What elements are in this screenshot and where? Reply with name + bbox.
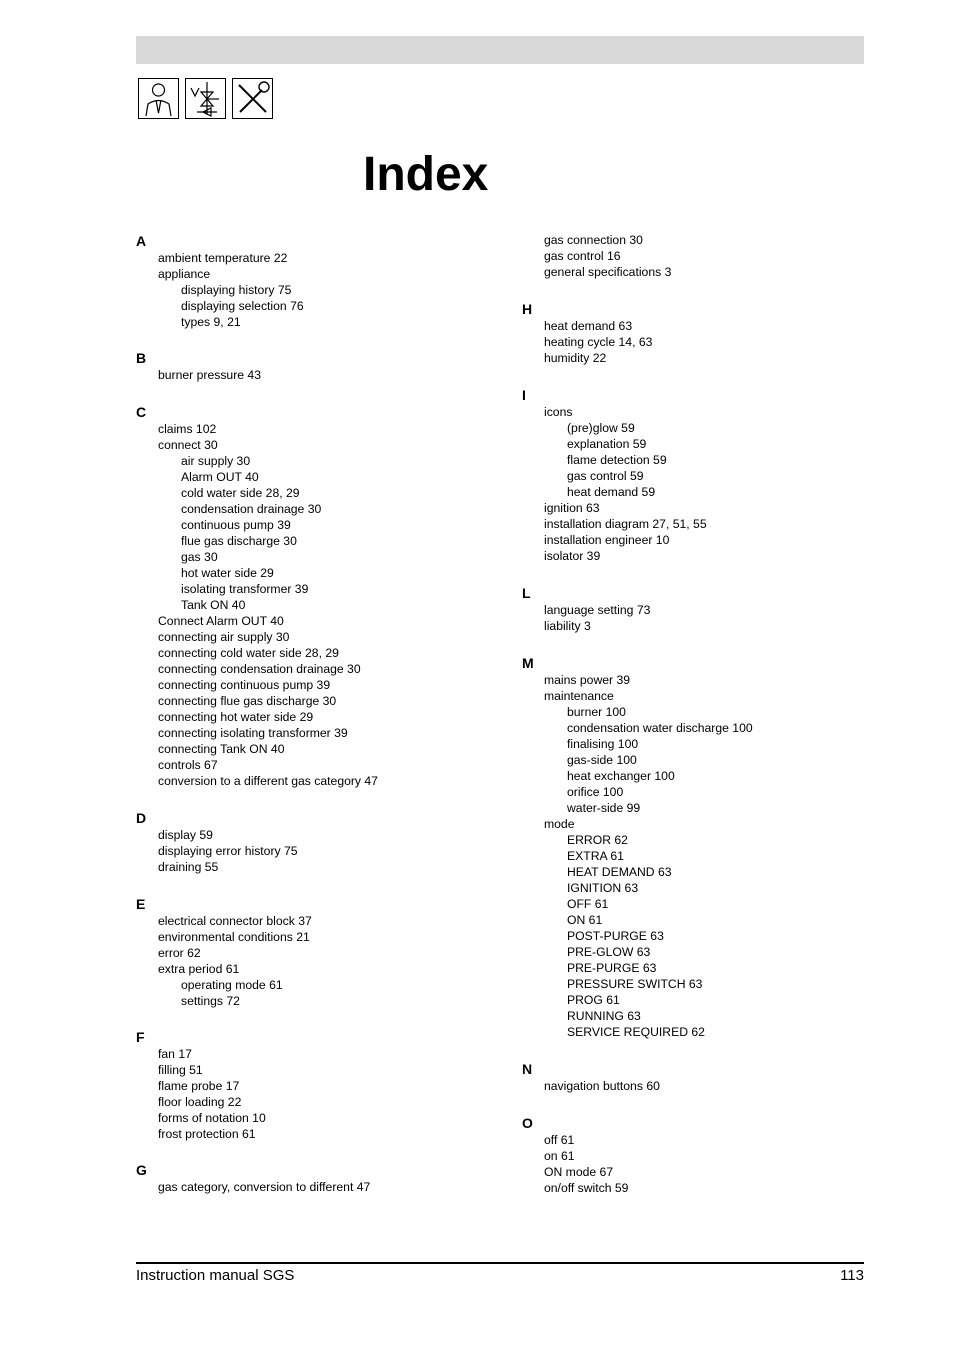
index-entry: maintenance	[544, 689, 614, 703]
index-subentry: (pre)glow 59	[567, 421, 635, 435]
index-subentry: air supply 30	[181, 454, 251, 468]
index-section	[136, 349, 496, 383]
index-subentry: burner 100	[567, 705, 626, 719]
index-subentry: cold water side 28, 29	[181, 486, 300, 500]
index-subentry: EXTRA 61	[567, 849, 624, 863]
index-entry-list	[522, 1078, 882, 1094]
index-entry: connecting Tank ON 40	[158, 742, 285, 756]
index-entry-list	[136, 421, 496, 789]
index-subentry: Alarm OUT 40	[181, 470, 259, 484]
index-subentry: finalising 100	[567, 737, 639, 751]
index-letter-heading: L	[522, 585, 531, 601]
index-entry: isolator 39	[544, 549, 601, 563]
user-icon	[138, 78, 179, 119]
index-entry: navigation buttons 60	[544, 1079, 660, 1093]
index-entry: heat demand 63	[544, 319, 633, 333]
index-entry-list	[522, 1132, 882, 1196]
index-entry: on/off switch 59	[544, 1181, 629, 1195]
index-entry-list	[136, 250, 496, 330]
index-subentry: gas-side 100	[567, 753, 637, 767]
valve-schematic-icon	[185, 78, 226, 119]
index-letter-heading: I	[522, 387, 526, 403]
index-section	[136, 232, 496, 330]
index-section	[522, 232, 882, 280]
index-entry: installation diagram 27, 51, 55	[544, 517, 707, 531]
index-entry: language setting 73	[544, 603, 651, 617]
index-subentry: settings 72	[181, 994, 240, 1008]
index-letter-heading: O	[522, 1115, 533, 1131]
index-subentry: IGNITION 63	[567, 881, 639, 895]
index-entry: on 61	[544, 1149, 575, 1163]
page-title: Index	[363, 148, 489, 201]
index-subentry: displaying selection 76	[181, 299, 304, 313]
index-subentry: RUNNING 63	[567, 1009, 641, 1023]
index-subentry: explanation 59	[567, 437, 647, 451]
index-subentry: heat demand 59	[567, 485, 656, 499]
index-entry: flame probe 17	[158, 1079, 240, 1093]
index-subentry: Tank ON 40	[181, 598, 246, 612]
index-section	[136, 1161, 496, 1195]
index-entry: installation engineer 10	[544, 533, 670, 547]
page-number: 113	[840, 1267, 864, 1284]
index-section	[136, 809, 496, 875]
index-entry: humidity 22	[544, 351, 607, 365]
index-section	[522, 386, 882, 564]
index-entry: display 59	[158, 828, 213, 842]
index-subentry: ERROR 62	[567, 833, 628, 847]
index-subentry: orifice 100	[567, 785, 624, 799]
index-entry: connecting cold water side 28, 29	[158, 646, 339, 660]
index-subentry: PRESSURE SWITCH 63	[567, 977, 703, 991]
index-entry-list	[522, 672, 882, 1040]
index-entry-list	[522, 602, 882, 634]
index-section	[522, 584, 882, 634]
index-subentry: isolating transformer 39	[181, 582, 309, 596]
index-subentry: gas control 59	[567, 469, 644, 483]
index-section	[522, 654, 882, 1040]
index-entry: connecting condensation drainage 30	[158, 662, 361, 676]
footer-document-title: Instruction manual SGS	[136, 1267, 295, 1284]
index-entry: floor loading 22	[158, 1095, 242, 1109]
index-entry: gas control 16	[544, 249, 621, 263]
index-section	[522, 300, 882, 366]
index-entry-list	[522, 232, 882, 280]
index-subentry: ON 61	[567, 913, 603, 927]
index-entry: conversion to a different gas category 47	[158, 774, 378, 788]
index-subentry: heat exchanger 100	[567, 769, 675, 783]
index-subentry: flue gas discharge 30	[181, 534, 297, 548]
index-entry: gas category, conversion to different 47	[158, 1180, 371, 1194]
index-entry: heating cycle 14, 63	[544, 335, 653, 349]
index-entry: gas connection 30	[544, 233, 643, 247]
footer-rule	[136, 1262, 864, 1264]
index-subentry: continuous pump 39	[181, 518, 291, 532]
index-entry: filling 51	[158, 1063, 203, 1077]
index-entry: off 61	[544, 1133, 575, 1147]
audience-icons	[138, 78, 273, 119]
index-entry: burner pressure 43	[158, 368, 261, 382]
index-entry: draining 55	[158, 860, 219, 874]
index-entry: frost protection 61	[158, 1127, 256, 1141]
index-section	[136, 1028, 496, 1142]
index-entry: icons	[544, 405, 573, 419]
index-letter-heading: N	[522, 1061, 533, 1077]
index-entry: appliance	[158, 267, 211, 281]
index-entry-list	[136, 1179, 496, 1195]
index-entry: electrical connector block 37	[158, 914, 312, 928]
index-section	[136, 895, 496, 1009]
index-subentry: flame detection 59	[567, 453, 667, 467]
index-entry-list	[136, 367, 496, 383]
index-entry: connecting flue gas discharge 30	[158, 694, 337, 708]
header-bar	[136, 36, 864, 64]
index-entry-list	[136, 827, 496, 875]
index-entry: Connect Alarm OUT 40	[158, 614, 284, 628]
index-subentry: HEAT DEMAND 63	[567, 865, 672, 879]
index-entry: error 62	[158, 946, 201, 960]
index-subentry: PRE-GLOW 63	[567, 945, 651, 959]
index-entry: connecting isolating transformer 39	[158, 726, 348, 740]
index-entry: displaying error history 75	[158, 844, 298, 858]
index-subentry: SERVICE REQUIRED 62	[567, 1025, 705, 1039]
index-letter-heading: F	[136, 1029, 145, 1045]
index-entry-list	[136, 913, 496, 1009]
tools-icon	[232, 78, 273, 119]
index-entry: ignition 63	[544, 501, 600, 515]
index-entry: forms of notation 10	[158, 1111, 266, 1125]
index-subentry: water-side 99	[567, 801, 641, 815]
index-letter-heading: E	[136, 896, 146, 912]
index-subentry: POST-PURGE 63	[567, 929, 664, 943]
index-letter-heading: B	[136, 350, 147, 366]
index-entry: controls 67	[158, 758, 218, 772]
index-subentry: types 9, 21	[181, 315, 241, 329]
index-entry: liability 3	[544, 619, 591, 633]
index-entry: ambient temperature 22	[158, 251, 288, 265]
index-entry-list	[136, 1046, 496, 1142]
index-column-right	[522, 232, 882, 1196]
index-subentry: PROG 61	[567, 993, 620, 1007]
index-entry: claims 102	[158, 422, 217, 436]
index-letter-heading: M	[522, 655, 534, 671]
index-letter-heading: D	[136, 810, 147, 826]
index-subentry: hot water side 29	[181, 566, 274, 580]
index-entry: mode	[544, 817, 575, 831]
index-section	[522, 1114, 882, 1196]
index-letter-heading: C	[136, 404, 147, 420]
index-entry: mains power 39	[544, 673, 631, 687]
index-subentry: displaying history 75	[181, 283, 292, 297]
index-subentry: OFF 61	[567, 897, 609, 911]
index-section	[522, 1060, 882, 1094]
index-subentry: operating mode 61	[181, 978, 283, 992]
index-entry: extra period 61	[158, 962, 240, 976]
index-letter-heading: G	[136, 1162, 147, 1178]
index-subentry: gas 30	[181, 550, 218, 564]
index-entry: connecting air supply 30	[158, 630, 290, 644]
index-entry: connecting hot water side 29	[158, 710, 314, 724]
index-entry-list	[522, 318, 882, 366]
index-letter-heading: H	[522, 301, 533, 317]
index-subentry: condensation water discharge 100	[567, 721, 753, 735]
index-subentry: PRE-PURGE 63	[567, 961, 657, 975]
index-letter-heading: A	[136, 233, 147, 249]
index-entry: ON mode 67	[544, 1165, 614, 1179]
index-subentry: condensation drainage 30	[181, 502, 322, 516]
index-section	[136, 403, 496, 789]
index-entry: environmental conditions 21	[158, 930, 310, 944]
index-entry: fan 17	[158, 1047, 192, 1061]
index-entry: general specifications 3	[544, 265, 672, 279]
index-entry-list	[522, 404, 882, 564]
index-entry: connecting continuous pump 39	[158, 678, 331, 692]
index-entry: connect 30	[158, 438, 218, 452]
index-column-left	[136, 232, 496, 1195]
